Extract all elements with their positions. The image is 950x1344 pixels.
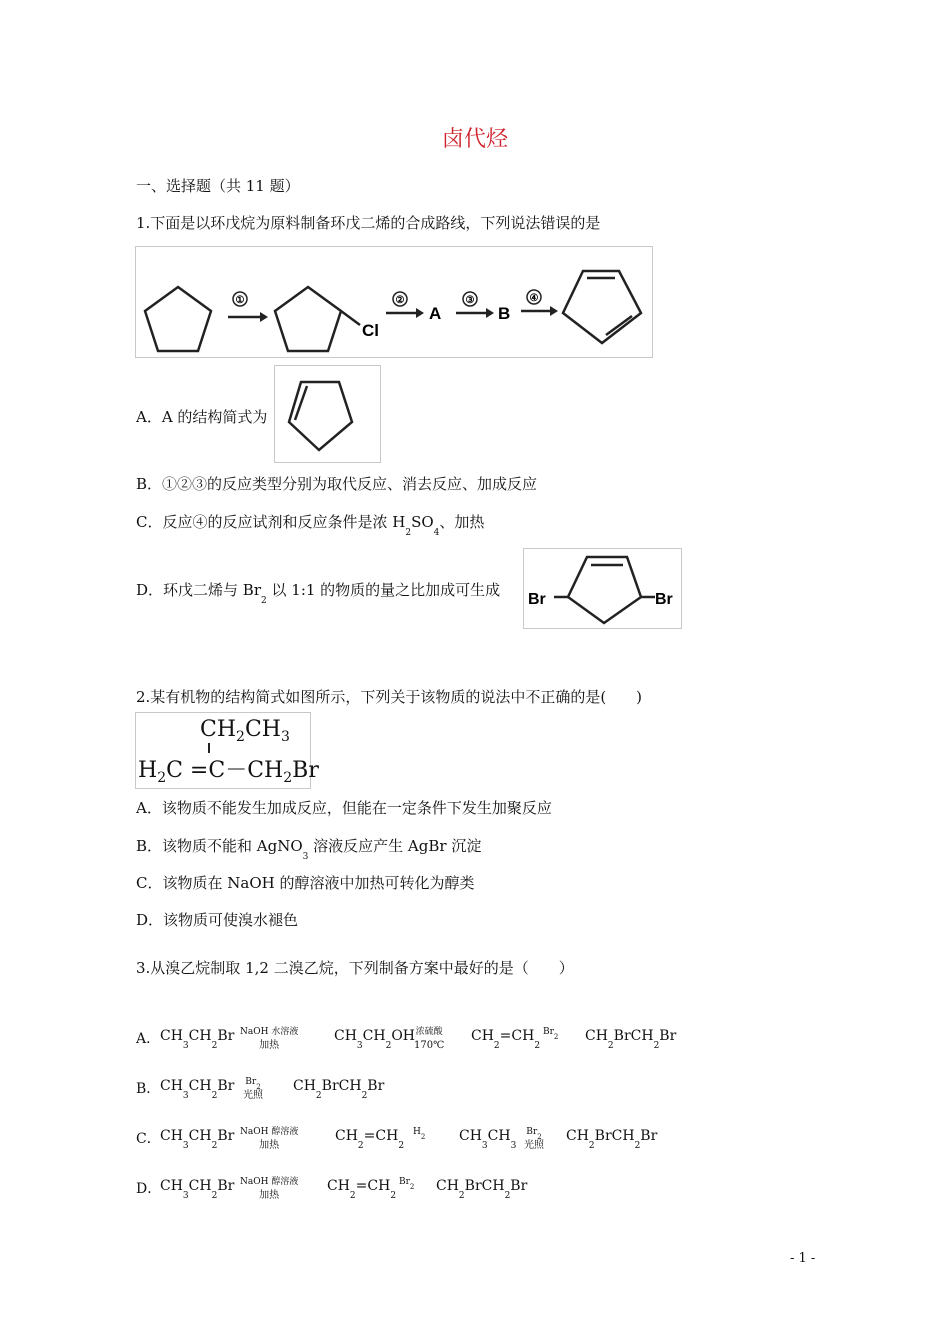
q3-formula: $CH_3CH_3$ [459, 1128, 517, 1151]
q3-formula: $CH_3CH_2Br$ [160, 1128, 235, 1151]
q1-stem: 1.下面是以环戊烷为原料制备环戊二烯的合成路线，下列说法错误的是 [136, 214, 601, 232]
q2-option-d: D．该物质可使溴水褪色 [136, 911, 299, 929]
q3-formula: $CH_2BrCH_2Br$ [566, 1128, 658, 1151]
q3-reaction-condition: $Br_2$ [399, 1177, 415, 1191]
q3-reaction-condition: 浓硫酸 170℃ [414, 1027, 445, 1051]
br-left: Br [528, 591, 546, 608]
cyclopentadiene-ring [563, 271, 641, 343]
chlorocyclopentane-ring [275, 287, 341, 351]
q3-option-label: D． [136, 1181, 162, 1197]
q2-option-b: B．该物质不能和 AgNO$_3$ 溶液反应产生 AgBr 沉淀 [136, 837, 482, 862]
step-1: ① [235, 295, 245, 306]
intermediate-a: A [429, 304, 442, 323]
step-3: ③ [465, 295, 475, 306]
q1-option-d-structure [523, 548, 682, 629]
q3-formula: $CH_3CH_2OH$ [334, 1028, 415, 1051]
q3-formula: $CH_3CH_2Br$ [160, 1178, 235, 1201]
q3-reaction-condition: $Br_2$ 光照 [243, 1077, 263, 1101]
q3-formula: $CH_2BrCH_2Br$ [585, 1028, 677, 1051]
q3-formula: $CH_3CH_2Br$ [160, 1028, 235, 1051]
q3-stem: 3.从溴乙烷制取 1,2 二溴乙烷，下列制备方案中最好的是（ ） [136, 959, 574, 977]
br-right: Br [655, 591, 673, 608]
q3-reaction-condition: NaOH 水溶液 加热 [240, 1027, 299, 1051]
step-4: ④ [529, 293, 539, 304]
q1-option-a: A．A 的结构简式为 [136, 408, 268, 426]
q3-option-label: A． [136, 1031, 161, 1047]
q3-formula: $CH_2=CH_2$ [335, 1128, 405, 1151]
cl-label: Cl [362, 321, 379, 340]
page-title: 卤代烃 [441, 127, 508, 152]
page-number: - 1 - [790, 1251, 816, 1266]
q3-formula: $CH_2BrCH_2Br$ [436, 1178, 528, 1201]
dibromocyclopentene-ring [568, 557, 641, 623]
cyclopentene-ring [289, 382, 352, 450]
q3-formula: $CH_2BrCH_2Br$ [293, 1078, 385, 1101]
q3-reaction-condition: NaOH 醇溶液 加热 [240, 1127, 299, 1151]
q3-option-label: C． [136, 1131, 161, 1147]
q1-option-d: D．环戊二烯与 $Br_2$ 以 1:1 的物质的量之比加成可生成 [136, 581, 501, 606]
q3-formula: $CH_2=CH_2$ [327, 1178, 397, 1201]
q2-option-c: C．该物质在 NaOH 的醇溶液中加热可转化为醇类 [136, 874, 475, 892]
q2-stem: 2.某有机物的结构简式如图所示，下列关于该物质的说法中不正确的是( ) [136, 688, 643, 706]
q3-reaction-condition: $Br_2$ 光照 [524, 1127, 544, 1151]
q1-option-b: B．①②③的反应类型分别为取代反应、消去反应、加成反应 [136, 475, 538, 493]
q1-option-a-structure [274, 365, 381, 463]
q3-formula: $CH_3CH_2Br$ [160, 1078, 235, 1101]
q3-reaction-condition: $Br_2$ [543, 1027, 559, 1041]
q3-formula: $CH_2=CH_2$ [471, 1028, 541, 1051]
q3-reaction-condition: NaOH 醇溶液 加热 [240, 1177, 299, 1201]
synthesis-diagram [136, 247, 652, 357]
cyclopentane-ring [145, 287, 211, 351]
section-heading: 一、选择题（共 11 题） [136, 177, 300, 195]
q2-option-a: A．该物质不能发生加成反应，但能在一定条件下发生加聚反应 [136, 799, 552, 817]
q2-structure: $CH_2CH_3$ $H_2C =C-CH_2Br$ [135, 712, 311, 789]
intermediate-b: B [498, 304, 511, 323]
q3-option-label: B． [136, 1081, 161, 1097]
q1-synthesis-scheme [135, 246, 653, 358]
q1-option-c: C．反应④的反应试剂和反应条件是浓 $H_2SO_4$、加热 [136, 513, 485, 538]
step-2: ② [395, 295, 405, 306]
q3-reaction-condition: $H_2$ [413, 1127, 426, 1141]
